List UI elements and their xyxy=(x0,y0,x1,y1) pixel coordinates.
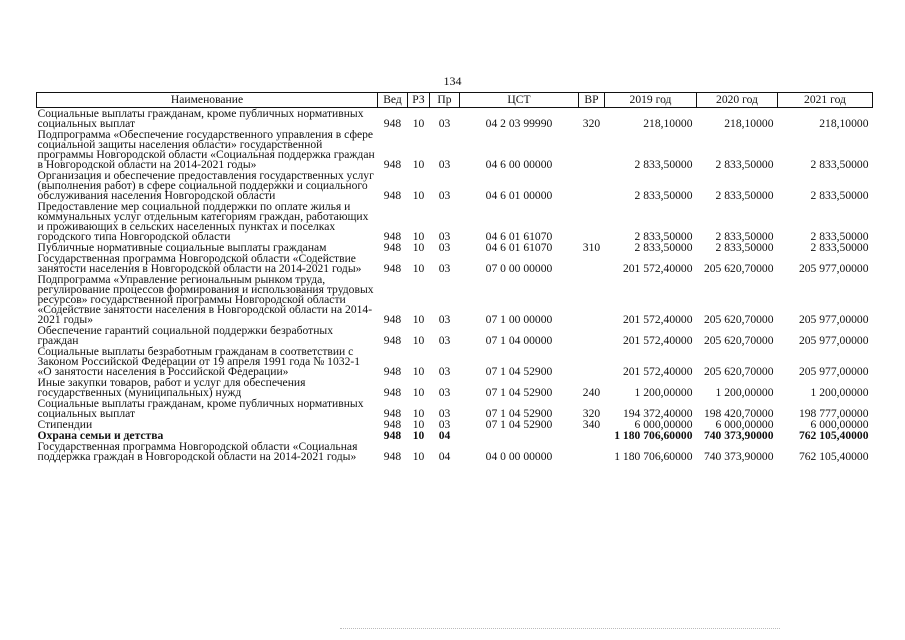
cell-cst: 04 6 01 61070 xyxy=(485,230,553,243)
cell-2020: 205 620,70000 xyxy=(703,365,774,378)
cell-cst: 07 1 04 52900 xyxy=(485,386,553,399)
col-ved-header: Вед xyxy=(378,93,408,108)
cell-name: Социальные выплаты гражданам, кроме публичных нормативных социальных выплат xyxy=(37,397,364,420)
table-row xyxy=(37,129,873,170)
cell-2019: 2 833,50000 xyxy=(634,230,693,243)
col-2021-header: 2021 год xyxy=(778,93,873,108)
cell-rz: 10 xyxy=(412,386,425,399)
cell-ved: 948 xyxy=(383,418,402,431)
cell-rz: 10 xyxy=(412,241,425,254)
cell-2019: 1 180 706,60000 xyxy=(614,450,693,463)
cell-2021: 2 833,50000 xyxy=(810,189,869,202)
cell-name: Стипендии xyxy=(37,418,93,431)
cell-ved: 948 xyxy=(383,262,402,275)
cell-2020: 6 000,00000 xyxy=(715,418,774,431)
cell-cst: 04 2 03 99990 xyxy=(485,117,553,130)
cell-2019: 201 572,40000 xyxy=(622,365,693,378)
cell-2019: 201 572,40000 xyxy=(622,334,693,347)
col-2019-header: 2019 год xyxy=(605,93,697,108)
cell-ved: 948 xyxy=(383,313,402,326)
cell-rz: 10 xyxy=(412,230,425,243)
cell-2019: 218,10000 xyxy=(643,117,693,130)
cell-ved: 948 xyxy=(383,334,402,347)
cell-cst: 07 1 00 00000 xyxy=(485,313,553,326)
cell-pr: 03 xyxy=(438,241,451,254)
cell-vr xyxy=(579,201,605,242)
cell-2021: 2 833,50000 xyxy=(810,241,869,254)
cell-name: Социальные выплаты безработным гражданам в соответствии с Законом Российской Федерации от 19 апреля 1991 года № 1032-1 «О занятости населения в Российской Федерации» xyxy=(37,345,361,378)
cell-2020: 1 200,00000 xyxy=(715,386,774,399)
cell-2020: 740 373,90000 xyxy=(703,450,774,463)
cell-vr xyxy=(579,253,605,274)
cell-ved: 948 xyxy=(383,158,402,171)
table-row xyxy=(37,201,873,242)
cell-2021: 205 977,00000 xyxy=(798,313,869,326)
cell-pr: 03 xyxy=(438,407,451,420)
cell-2019: 201 572,40000 xyxy=(622,262,693,275)
cell-cst: 04 6 01 00000 xyxy=(485,189,553,202)
cell-vr xyxy=(579,129,605,170)
table-row xyxy=(37,441,873,462)
cell-rz: 10 xyxy=(412,450,425,463)
cell-cst: 04 6 01 61070 xyxy=(485,241,553,254)
cell-rz: 10 xyxy=(412,189,425,202)
cell-cst: 07 1 04 52900 xyxy=(485,407,553,420)
cell-ved: 948 xyxy=(383,189,402,202)
cell-2019: 201 572,40000 xyxy=(622,313,693,326)
cell-2019: 1 200,00000 xyxy=(634,386,693,399)
cell-pr: 03 xyxy=(438,313,451,326)
cell-2021: 2 833,50000 xyxy=(810,158,869,171)
cell-rz: 10 xyxy=(412,429,425,442)
cell-pr: 04 xyxy=(438,429,451,442)
cell-ved: 948 xyxy=(383,365,402,378)
cell-vr: 320 xyxy=(582,407,601,420)
table-row xyxy=(37,274,873,325)
cell-2021: 762 105,40000 xyxy=(798,450,869,463)
cell-name: Организация и обеспечение предоставления государственных услуг (выполнения работ) в сфере социальной поддержки и социального обслуживания населения Новгородской области xyxy=(37,169,374,202)
col-2020-header: 2020 год xyxy=(697,93,778,108)
cell-rz: 10 xyxy=(412,158,425,171)
cell-2021: 6 000,00000 xyxy=(810,418,869,431)
col-vr-header: ВР xyxy=(579,93,605,108)
cell-vr xyxy=(579,170,605,201)
cell-2021: 218,10000 xyxy=(819,117,869,130)
cell-pr: 03 xyxy=(438,262,451,275)
cell-2021: 205 977,00000 xyxy=(798,262,869,275)
cell-pr: 03 xyxy=(438,189,451,202)
col-pr-header: Пр xyxy=(430,93,460,108)
cell-ved: 948 xyxy=(383,429,402,442)
cell-pr: 03 xyxy=(438,386,451,399)
cell-ved: 948 xyxy=(383,407,402,420)
cell-vr xyxy=(579,441,605,462)
cell-pr: 03 xyxy=(438,158,451,171)
table-row xyxy=(37,377,873,398)
cell-cst: 07 1 04 52900 xyxy=(485,418,553,431)
cell-vr: 320 xyxy=(582,117,601,130)
cell-name: Государственная программа Новгородской области «Социальная поддержка граждан в Новгородской области на 2014-2021 годы» xyxy=(37,440,358,463)
cell-ved: 948 xyxy=(383,230,402,243)
cell-pr: 03 xyxy=(438,230,451,243)
cell-pr: 03 xyxy=(438,418,451,431)
cell-cst xyxy=(460,430,579,441)
cell-2020: 2 833,50000 xyxy=(715,158,774,171)
cell-cst: 07 1 04 00000 xyxy=(485,334,553,347)
cell-vr: 240 xyxy=(582,386,601,399)
cell-cst: 07 0 00 00000 xyxy=(485,262,553,275)
cell-2021: 2 833,50000 xyxy=(810,230,869,243)
col-cst-header: ЦСТ xyxy=(460,93,579,108)
cell-rz: 10 xyxy=(412,365,425,378)
cell-name: Государственная программа Новгородской области «Содействие занятости населения в Новгородской области на 2014-2021 годы» xyxy=(37,252,362,275)
cell-name: Подпрограмма «Управление региональным рынком труда, регулирование процессов формирования и использования трудовых ресурсов» государственной программы Новгородской области «Содействие занятости населения в Новгородской области на 2014-2021 годы» xyxy=(37,273,374,326)
cell-2021: 1 200,00000 xyxy=(810,386,869,399)
cell-2020: 2 833,50000 xyxy=(715,230,774,243)
cell-pr: 03 xyxy=(438,117,451,130)
cell-vr xyxy=(579,430,605,441)
cell-rz: 10 xyxy=(412,334,425,347)
cell-cst: 04 6 00 00000 xyxy=(485,158,553,171)
cell-2021: 205 977,00000 xyxy=(798,365,869,378)
col-rz-header: РЗ xyxy=(408,93,430,108)
cell-name: Социальные выплаты гражданам, кроме публичных нормативных социальных выплат xyxy=(37,107,364,130)
cell-vr: 340 xyxy=(582,418,601,431)
cell-2019: 1 180 706,60000 xyxy=(614,429,693,442)
cell-name: Подпрограмма «Обеспечение государственного управления в сфере социальной защиты населения области» государственной программы Новгородской области «Социальная поддержка граждан в Новгородской области на 2014-2021 годы» xyxy=(37,128,375,171)
cell-cst: 04 0 00 00000 xyxy=(485,450,553,463)
cell-ved: 948 xyxy=(383,386,402,399)
cell-2020: 2 833,50000 xyxy=(715,189,774,202)
cell-rz: 10 xyxy=(412,407,425,420)
page-number: 134 xyxy=(443,74,462,88)
table-row xyxy=(37,398,873,419)
cell-2019: 194 372,40000 xyxy=(622,407,693,420)
cell-ved: 948 xyxy=(383,241,402,254)
cell-rz: 10 xyxy=(412,418,425,431)
cell-pr: 03 xyxy=(438,334,451,347)
cell-pr: 04 xyxy=(438,450,451,463)
table-row xyxy=(37,253,873,274)
budget-table xyxy=(36,92,873,462)
cell-vr xyxy=(579,325,605,346)
cell-name: Предоставление мер социальной поддержки по оплате жилья и коммунальных услуг отдельным категориям граждан, работающих и проживающих в сельских населенных пунктах и поселках городского типа Новгородской области xyxy=(37,200,369,243)
cell-name: Охрана семьи и детства xyxy=(37,429,164,442)
cell-name: Публичные нормативные социальные выплаты гражданам xyxy=(37,241,327,254)
col-name-header: Наименование xyxy=(37,93,378,108)
table-row xyxy=(37,108,873,130)
cell-cst: 07 1 04 52900 xyxy=(485,365,553,378)
cell-2019: 2 833,50000 xyxy=(634,158,693,171)
cell-rz: 10 xyxy=(412,117,425,130)
cell-2019: 6 000,00000 xyxy=(634,418,693,431)
cell-rz: 10 xyxy=(412,313,425,326)
cell-name: Иные закупки товаров, работ и услуг для обеспечения государственных (муниципальных) нужд xyxy=(37,376,306,399)
cell-2021: 762 105,40000 xyxy=(798,429,869,442)
table-row xyxy=(37,170,873,201)
cell-vr xyxy=(579,346,605,377)
cell-pr: 03 xyxy=(438,365,451,378)
cell-2020: 205 620,70000 xyxy=(703,313,774,326)
cell-rz: 10 xyxy=(412,262,425,275)
cell-2021: 205 977,00000 xyxy=(798,334,869,347)
cell-2021: 198 777,00000 xyxy=(798,407,869,420)
table-row xyxy=(37,325,873,346)
cell-2019: 2 833,50000 xyxy=(634,189,693,202)
cell-2020: 205 620,70000 xyxy=(703,262,774,275)
cell-ved: 948 xyxy=(383,117,402,130)
cell-2019: 2 833,50000 xyxy=(634,241,693,254)
cell-2020: 205 620,70000 xyxy=(703,334,774,347)
cell-2020: 2 833,50000 xyxy=(715,241,774,254)
cell-name: Обеспечение гарантий социальной поддержки безработных граждан xyxy=(37,324,333,347)
table-row xyxy=(37,346,873,377)
cell-ved: 948 xyxy=(383,450,402,463)
cell-2020: 740 373,90000 xyxy=(703,429,774,442)
cell-2020: 218,10000 xyxy=(724,117,774,130)
scan-artifact-line xyxy=(340,628,780,632)
table-header xyxy=(37,93,873,108)
cell-2020: 198 420,70000 xyxy=(703,407,774,420)
cell-vr xyxy=(579,274,605,325)
cell-vr: 310 xyxy=(582,241,601,254)
